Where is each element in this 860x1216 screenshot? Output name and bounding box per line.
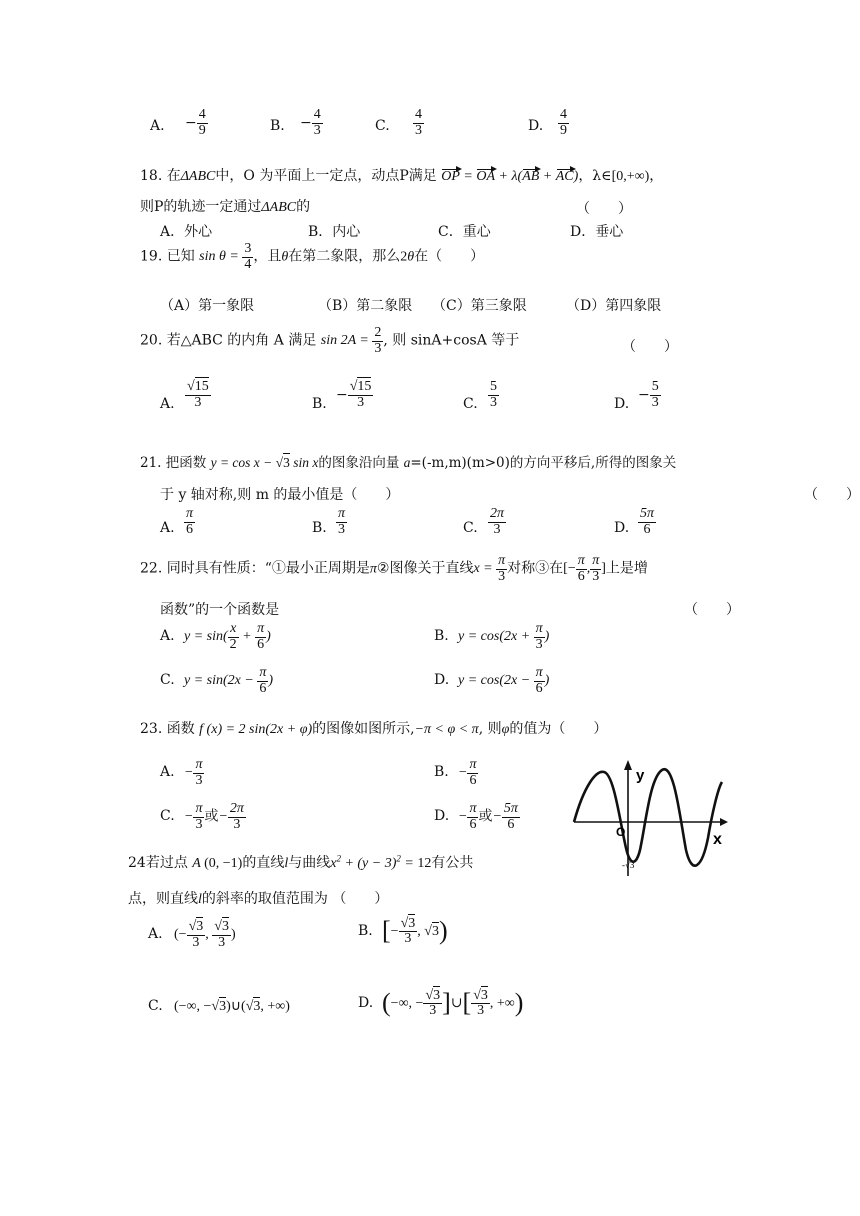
x-axis-label: x [713,831,722,848]
q20-option-c-value: $\frac{5}{3}$ [490,379,497,410]
origin-label: O [616,825,626,839]
q24-option-d: D. (−∞, − $\frac{√3}{3}$ ]∪[ $\frac{√3}{3}$ , +∞) [358,987,524,1019]
q24-line2: 点，则直线l的斜率的取值范围为 （ ） [128,891,389,907]
sine-curve [574,769,722,865]
q19-option-b: （B）第二象限 [318,298,413,314]
q18-answer-paren: （ ） [576,201,632,217]
q21-function: y = cos x − √3 sin x [210,455,319,470]
q21-option-d-label: D. [614,520,630,536]
q20-option-d-value: − $\frac{5}{3}$ [638,379,659,410]
q17-option-b-value: − $\frac{4}{3}$ [300,107,321,138]
q18-line2: 则P的轨迹一定通过ΔABC的 [140,199,311,215]
q21-option-c-value: $\frac{2\pi}{3}$ [490,506,505,537]
q23-option-a: A. − $\frac{\pi}{3}$ [160,757,203,788]
q22-option-a: A. y = sin( $\frac{x}{2}$ + $\frac{\pi}{6}$ ) [160,621,271,652]
q24-option-c: C. (−∞, −√3)∪(√3, +∞) [148,998,290,1014]
q20-option-d-label: D. [614,396,630,412]
q17-option-a-label: A. [150,118,165,134]
neg-sqrt3-label: -√3 [622,860,635,870]
q21-line2: 于 y 轴对称,则 m 的最小值是（ ） [160,487,400,503]
q19-option-a: （A）第一象限 [160,298,255,314]
q24-option-b: B. [− $\frac{√3}{3}$ , √3) [358,915,448,947]
q20-option-a-value: $\frac{√15}{3}$ [187,379,209,410]
q24-line1: 24若过点 A (0, −1)的直线l与曲线$x^2 + (y - 3)^2 = 12$有公共 [128,853,474,871]
q21-option-a-label: A. [160,520,175,536]
q20-option-b-value: − $\frac{√15}{3}$ [336,379,372,410]
q19-option-d: （D）第四象限 [566,298,662,314]
q20-answer-paren: （ ） [622,339,678,355]
q18-option-b: B．内心 [308,224,361,240]
q18-triangle: ΔABC [180,169,216,184]
q17-option-b-label: B. [270,118,285,134]
q24-option-a: A. (− $\frac{√3}{3}$ , $\frac{√3}{3}$ ) [148,919,236,950]
q18-interval: [0,+∞) [611,169,650,184]
q23-option-c: C. − $\frac{\pi}{3}$ 或− $\frac{2\pi}{3}$ [160,801,244,832]
q23-option-d: D. − $\frac{\pi}{6}$ 或− $\frac{5\pi}{6}$ [434,801,518,832]
q20-line1: 20. 若△ABC 的内角 A 满足 sin 2A = $\frac{2}{3}$ , 则 sinA+cosA 等于 [140,325,520,356]
q20-option-b-label: B. [312,396,327,412]
q21-option-b-label: B. [312,520,327,536]
q22-line2: 函数”的一个函数是 [160,602,280,618]
q24-point-a: A (0, −1) [192,856,243,871]
q17-option-c-value: $\frac{4}{3}$ [415,107,422,138]
q20-option-c-label: C. [463,396,478,412]
q22-option-c: C. y = sin(2x − $\frac{\pi}{6}$ ) [160,665,274,696]
x-axis-arrow [720,818,728,826]
q20-option-a-label: A. [160,396,175,412]
q18-line1: 18. 在ΔABC中，O 为平面上一定点，动点P满足 OP = OA + λ(AB + AC)，λ∈[0,+∞)， [140,168,664,184]
q21-line1: 21. 把函数 y = cos x − √3 sin x的图象沿向量 a=(-m,m)(m>0)的方向平移后,所得的图象关 [140,455,677,471]
q21-answer-paren: （ ） [804,487,860,503]
q21-option-d-value: $\frac{5\pi}{6}$ [640,506,655,537]
q18-option-a: A．外心 [160,224,213,240]
q18-option-d: D．垂心 [570,224,624,240]
q21-option-a-value: $\frac{\pi}{6}$ [186,506,194,537]
q18-vector-equation: OP = OA + λ(AB + AC) [441,169,579,184]
y-axis-label: y [636,767,645,784]
q23-sine-graph [570,758,730,880]
q20-sin2a: sin 2A = $\frac{2}{3}$ [320,325,382,356]
q17-option-c-label: C. [375,118,390,134]
q22-interval: [− $\frac{\pi}{6}$ , $\frac{\pi}{3}$ ] [563,553,606,584]
q17-option-a-value: − $\frac{4}{9}$ [185,107,206,138]
q21-option-b-value: $\frac{\pi}{3}$ [338,506,346,537]
q19-line1: 19. 已知 sin θ = $\frac{3}{4}$ ，且θ在第二象限，那么2θ在（ ） [140,241,485,272]
q22-line-x: x = $\frac{\pi}{3}$ [473,553,506,584]
q19-sin-theta: sin θ = $\frac{3}{4}$ [199,241,252,272]
q24-curve: $x^2 + (y - 3)^2 = 12$ [330,853,432,871]
q23-line1: 23. 函数 f (x) = 2 sin(2x + φ)的图像如图所示,−π < φ < π, 则φ的值为（ ） [140,721,608,737]
q19-option-c: （C）第三象限 [432,298,527,314]
y-axis-arrow [624,760,632,770]
q17-option-d-value: $\frac{4}{9}$ [560,107,567,138]
q18-option-c: C．重心 [438,224,491,240]
q23-function: f (x) = 2 sin(2x + φ) [199,722,313,737]
q23-option-b: B. − $\frac{\pi}{6}$ [434,757,477,788]
q17-option-d-label: D. [528,118,544,134]
q22-answer-paren: （ ） [684,602,740,618]
q22-line1: 22. 同时具有性质：“①最小正周期是π②图像关于直线x = $\frac{\pi}{3}$ 对称③在[− $\frac{\pi}{6}$ , $\frac{\pi}{3}$ ]上是增 [140,553,648,584]
q22-option-d: D. y = cos(2x − $\frac{\pi}{6}$ ) [434,665,550,696]
q22-option-b: B. y = cos(2x + $\frac{\pi}{3}$ ) [434,621,550,652]
q21-option-c-label: C. [463,520,478,536]
